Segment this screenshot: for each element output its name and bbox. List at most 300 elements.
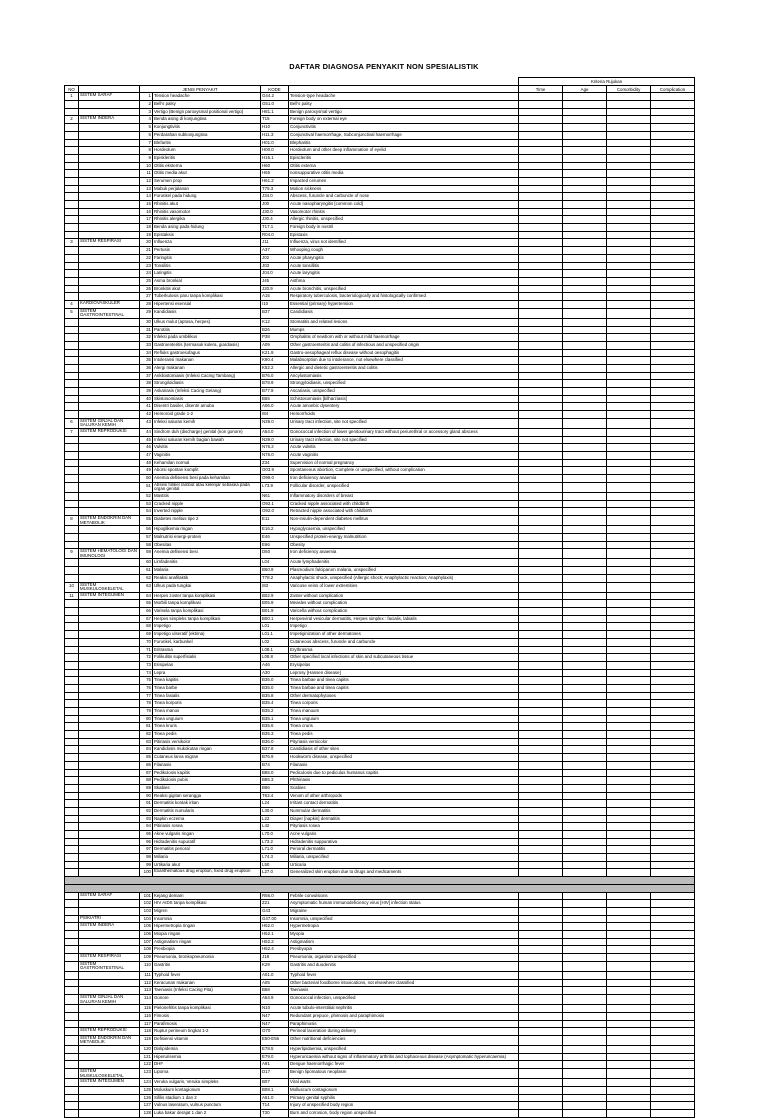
group-number-cell bbox=[65, 615, 79, 623]
group-number-cell bbox=[65, 574, 79, 582]
icd-description-cell: Strongyloidiasis, unspecified bbox=[289, 380, 519, 388]
age-cell bbox=[563, 475, 607, 483]
row-number-cell: 55 bbox=[140, 516, 153, 526]
group-number-cell bbox=[65, 838, 79, 846]
time-cell bbox=[519, 831, 563, 839]
age-cell bbox=[563, 318, 607, 326]
icd-description-cell: Iron deficiency anaemia bbox=[289, 549, 519, 559]
time-cell bbox=[519, 892, 563, 900]
time-cell bbox=[519, 1061, 563, 1069]
age-cell bbox=[563, 308, 607, 318]
table-row bbox=[65, 761, 695, 769]
time-cell bbox=[519, 467, 563, 475]
age-cell bbox=[563, 823, 607, 831]
row-number-cell: 23 bbox=[140, 262, 153, 270]
comorbidity-cell bbox=[607, 208, 651, 216]
table-row bbox=[65, 262, 695, 270]
table-row bbox=[65, 139, 695, 147]
row-number-cell: 31 bbox=[140, 326, 153, 334]
comorbidity-cell bbox=[607, 300, 651, 308]
time-cell bbox=[519, 654, 563, 662]
complication-cell bbox=[651, 201, 695, 209]
row-number-cell: 19 bbox=[140, 231, 153, 239]
table-row bbox=[65, 452, 695, 460]
table-row bbox=[65, 731, 695, 739]
group-number-cell bbox=[65, 800, 79, 808]
group-number-cell bbox=[65, 1012, 79, 1020]
system-cell bbox=[79, 623, 140, 631]
comorbidity-cell bbox=[607, 1069, 651, 1079]
group-number-cell bbox=[65, 700, 79, 708]
system-cell bbox=[79, 715, 140, 723]
table-row bbox=[65, 815, 695, 823]
icd-description-cell: Foreign body in nostril bbox=[289, 224, 519, 232]
complication-cell bbox=[651, 372, 695, 380]
comorbidity-cell bbox=[607, 254, 651, 262]
group-number-cell bbox=[65, 334, 79, 342]
complication-cell bbox=[651, 516, 695, 526]
icd-code-cell: J03 bbox=[261, 262, 289, 270]
group-number-cell bbox=[65, 938, 79, 946]
row-number-cell: 22 bbox=[140, 254, 153, 262]
comorbidity-cell bbox=[607, 723, 651, 731]
comorbidity-cell bbox=[607, 746, 651, 754]
group-number-cell bbox=[65, 247, 79, 255]
system-cell bbox=[79, 208, 140, 216]
time-cell bbox=[519, 559, 563, 567]
time-cell bbox=[519, 700, 563, 708]
icd-code-cell: G51.0 bbox=[261, 101, 289, 109]
table-row bbox=[65, 308, 695, 318]
icd-description-cell: Epistaxis bbox=[289, 231, 519, 239]
table-row bbox=[65, 654, 695, 662]
age-cell bbox=[563, 326, 607, 334]
system-cell bbox=[79, 1110, 140, 1118]
time-cell bbox=[519, 349, 563, 357]
time-cell bbox=[519, 646, 563, 654]
system-cell bbox=[79, 1087, 140, 1095]
complication-cell bbox=[651, 1035, 695, 1045]
icd-code-cell: A06.0 bbox=[261, 403, 289, 411]
row-number-cell: 126 bbox=[140, 1094, 153, 1102]
age-cell bbox=[563, 131, 607, 139]
complication-cell bbox=[651, 541, 695, 549]
time-cell bbox=[519, 1053, 563, 1061]
age-cell bbox=[563, 907, 607, 915]
disease-name-cell: Rhinitis akut bbox=[153, 201, 261, 209]
row-number-cell: 16 bbox=[140, 208, 153, 216]
disease-name-cell: Asma bronkial bbox=[153, 277, 261, 285]
disease-name-cell: Rhinitis vasomotor bbox=[153, 208, 261, 216]
icd-code-cell: B68 bbox=[261, 987, 289, 995]
system-cell: SISTEM MUSKULOSKELETAL bbox=[79, 1069, 140, 1079]
time-cell bbox=[519, 1094, 563, 1102]
time-cell bbox=[519, 615, 563, 623]
comorbidity-cell bbox=[607, 938, 651, 946]
system-cell bbox=[79, 285, 140, 293]
disease-name-cell: Diabetes melitus tipe 2 bbox=[153, 516, 261, 526]
disease-name-cell: Tension headache bbox=[153, 93, 261, 101]
icd-description-cell: Taeniasis bbox=[289, 987, 519, 995]
system-cell bbox=[79, 162, 140, 170]
time-cell bbox=[519, 147, 563, 155]
icd-code-cell: E78.5 bbox=[261, 1046, 289, 1054]
row-number-cell: 120 bbox=[140, 1046, 153, 1054]
group-number-cell bbox=[65, 661, 79, 669]
icd-description-cell: Other specified local infections of skin and subcutaneous tissue bbox=[289, 654, 519, 662]
disease-name-cell: Luka bakar derajat 1 dan 2 bbox=[153, 1110, 261, 1118]
comorbidity-cell bbox=[607, 1110, 651, 1118]
complication-cell bbox=[651, 1053, 695, 1061]
disease-name-cell: Vaginitis bbox=[153, 452, 261, 460]
table-row bbox=[65, 444, 695, 452]
complication-cell bbox=[651, 452, 695, 460]
icd-code-cell: I10 bbox=[261, 300, 289, 308]
group-number-cell bbox=[65, 600, 79, 608]
group-number-cell bbox=[65, 954, 79, 962]
table-row bbox=[65, 677, 695, 685]
table-row bbox=[65, 1094, 695, 1102]
icd-code-cell: N61 bbox=[261, 492, 289, 500]
comorbidity-cell bbox=[607, 357, 651, 365]
disease-name-cell: Influenza bbox=[153, 239, 261, 247]
comorbidity-cell bbox=[607, 1061, 651, 1069]
group-number-cell: 1 bbox=[65, 93, 79, 101]
row-number-cell: 24 bbox=[140, 270, 153, 278]
icd-description-cell: Pneumonia, organism unspecified bbox=[289, 954, 519, 962]
age-cell bbox=[563, 403, 607, 411]
system-cell bbox=[79, 1061, 140, 1069]
age-cell bbox=[563, 731, 607, 739]
disease-name-cell: Cutaneus larva migran bbox=[153, 754, 261, 762]
time-cell bbox=[519, 684, 563, 692]
group-number-cell bbox=[65, 987, 79, 995]
icd-code-cell: O92.1 bbox=[261, 500, 289, 508]
complication-cell bbox=[651, 823, 695, 831]
age-cell bbox=[563, 600, 607, 608]
row-number-cell: 9 bbox=[140, 154, 153, 162]
disease-name-cell: Pneumonia, bronkopneumonia bbox=[153, 954, 261, 962]
icd-description-cell: nonsuppurative otitis media bbox=[289, 170, 519, 178]
row-number-cell: 26 bbox=[140, 285, 153, 293]
icd-code-cell: L42 bbox=[261, 823, 289, 831]
table-row bbox=[65, 201, 695, 209]
row-number-cell: 47 bbox=[140, 452, 153, 460]
time-cell bbox=[519, 661, 563, 669]
age-cell bbox=[563, 541, 607, 549]
row-number-cell: 101 bbox=[140, 892, 153, 900]
icd-description-cell: Mumps bbox=[289, 326, 519, 334]
complication-cell bbox=[651, 792, 695, 800]
comorbidity-cell bbox=[607, 708, 651, 716]
group-number-cell bbox=[65, 1087, 79, 1095]
age-cell bbox=[563, 395, 607, 403]
table-row bbox=[65, 600, 695, 608]
table-row bbox=[65, 907, 695, 915]
separator-row bbox=[65, 877, 695, 885]
icd-description-cell: Hyperlipidaemia, unspecified bbox=[289, 1046, 519, 1054]
icd-description-cell: Hypoglycaemia, unspecified bbox=[289, 526, 519, 534]
disease-name-cell: Pitiriasis versikolor bbox=[153, 738, 261, 746]
row-number-cell: 37 bbox=[140, 372, 153, 380]
complication-cell bbox=[651, 900, 695, 908]
complication-cell bbox=[651, 907, 695, 915]
icd-description-cell: Other nutritional deficiencies bbox=[289, 1035, 519, 1045]
disease-name-cell: Presbiopia bbox=[153, 946, 261, 954]
comorbidity-cell bbox=[607, 372, 651, 380]
system-cell bbox=[79, 403, 140, 411]
age-cell bbox=[563, 444, 607, 452]
table-row bbox=[65, 334, 695, 342]
complication-cell bbox=[651, 923, 695, 931]
disease-name-cell: Malnutrisi energi-protein bbox=[153, 533, 261, 541]
age-cell bbox=[563, 467, 607, 475]
row-number-cell: 66 bbox=[140, 608, 153, 616]
row-number-cell: 17 bbox=[140, 216, 153, 224]
time-cell bbox=[519, 582, 563, 592]
system-cell bbox=[79, 254, 140, 262]
age-cell bbox=[563, 411, 607, 419]
system-cell bbox=[79, 318, 140, 326]
icd-code-cell: J45 bbox=[261, 277, 289, 285]
comorbidity-cell bbox=[607, 800, 651, 808]
icd-code-cell: B36.0 bbox=[261, 738, 289, 746]
icd-description-cell: Benign lipomatous neoplasm bbox=[289, 1069, 519, 1079]
time-cell bbox=[519, 475, 563, 483]
icd-code-cell: B01.9 bbox=[261, 608, 289, 616]
table-row bbox=[65, 108, 695, 116]
system-cell bbox=[79, 854, 140, 862]
table-row bbox=[65, 684, 695, 692]
row-number-cell: 8 bbox=[140, 147, 153, 155]
icd-code-cell: T75.3 bbox=[261, 185, 289, 193]
disease-name-cell: Konjungtivitis bbox=[153, 124, 261, 132]
row-number-cell: 11 bbox=[140, 170, 153, 178]
time-cell bbox=[519, 631, 563, 639]
table-row bbox=[65, 177, 695, 185]
comorbidity-cell bbox=[607, 395, 651, 403]
table-row bbox=[65, 277, 695, 285]
complication-cell bbox=[651, 946, 695, 954]
group-number-cell bbox=[65, 708, 79, 716]
icd-description-cell: Phthiriasis bbox=[289, 777, 519, 785]
icd-description-cell: Otitis externa bbox=[289, 162, 519, 170]
group-number-cell: 4 bbox=[65, 300, 79, 308]
table-row bbox=[65, 239, 695, 247]
disease-name-cell: Moluskum kontagiosum bbox=[153, 1087, 261, 1095]
time-cell bbox=[519, 418, 563, 428]
group-number-cell bbox=[65, 285, 79, 293]
group-number-cell bbox=[65, 372, 79, 380]
age-cell bbox=[563, 1061, 607, 1069]
row-number-cell: 78 bbox=[140, 700, 153, 708]
group-number-cell bbox=[65, 1061, 79, 1069]
comorbidity-cell bbox=[607, 270, 651, 278]
table-row bbox=[65, 923, 695, 931]
icd-code-cell: N10 bbox=[261, 1005, 289, 1013]
comorbidity-cell bbox=[607, 1005, 651, 1013]
icd-description-cell: Schistosomiasis [bilharziasis] bbox=[289, 395, 519, 403]
icd-code-cell: B05.9 bbox=[261, 600, 289, 608]
system-cell bbox=[79, 231, 140, 239]
complication-cell bbox=[651, 193, 695, 201]
comorbidity-cell bbox=[607, 549, 651, 559]
time-header: Time bbox=[519, 85, 563, 93]
disease-name-cell: Erisipelas bbox=[153, 661, 261, 669]
age-cell bbox=[563, 139, 607, 147]
age-cell bbox=[563, 930, 607, 938]
time-cell bbox=[519, 784, 563, 792]
complication-cell bbox=[651, 318, 695, 326]
group-number-cell bbox=[65, 341, 79, 349]
comorbidity-cell bbox=[607, 815, 651, 823]
table-row bbox=[65, 428, 695, 436]
time-cell bbox=[519, 224, 563, 232]
time-cell bbox=[519, 623, 563, 631]
complication-cell bbox=[651, 807, 695, 815]
system-cell bbox=[79, 533, 140, 541]
icd-description-cell: Tinea cruris bbox=[289, 723, 519, 731]
complication-cell bbox=[651, 800, 695, 808]
icd-code-cell: A46 bbox=[261, 661, 289, 669]
complication-cell bbox=[651, 815, 695, 823]
system-cell bbox=[79, 508, 140, 516]
comorbidity-cell bbox=[607, 482, 651, 492]
comorbidity-cell bbox=[607, 139, 651, 147]
table-row bbox=[65, 318, 695, 326]
row-number-cell: 2 bbox=[140, 101, 153, 109]
comorbidity-cell bbox=[607, 846, 651, 854]
age-cell bbox=[563, 869, 607, 877]
complication-cell bbox=[651, 208, 695, 216]
comorbidity-cell bbox=[607, 380, 651, 388]
row-number-cell: 91 bbox=[140, 800, 153, 808]
group-number-cell bbox=[65, 147, 79, 155]
complication-cell bbox=[651, 567, 695, 575]
row-number-cell: 118 bbox=[140, 1028, 153, 1036]
row-number-cell: 53 bbox=[140, 500, 153, 508]
icd-description-cell: Acute lymphadenitis bbox=[289, 559, 519, 567]
table-row bbox=[65, 475, 695, 483]
complication-cell bbox=[651, 784, 695, 792]
table-row bbox=[65, 216, 695, 224]
icd-description-cell: Tension-type headache bbox=[289, 93, 519, 101]
system-cell bbox=[79, 364, 140, 372]
age-cell bbox=[563, 854, 607, 862]
disease-name-cell: Vulnus laseratum, vulnus punctum bbox=[153, 1102, 261, 1110]
group-number-cell bbox=[65, 270, 79, 278]
time-cell bbox=[519, 979, 563, 987]
group-number-cell bbox=[65, 349, 79, 357]
icd-code-cell: T78.2 bbox=[261, 574, 289, 582]
complication-cell bbox=[651, 436, 695, 444]
row-number-cell: 77 bbox=[140, 692, 153, 700]
group-number-cell bbox=[65, 784, 79, 792]
icd-description-cell: Non-insulin-dependent diabetes mellitus bbox=[289, 516, 519, 526]
complication-header: Complication bbox=[651, 85, 695, 93]
time-cell bbox=[519, 500, 563, 508]
disease-name-cell: Veruka vulgaris, Veruka simpleks bbox=[153, 1079, 261, 1087]
disease-name-cell: Typhoid fever bbox=[153, 971, 261, 979]
group-number-cell bbox=[65, 224, 79, 232]
disease-name-cell: Taeniasis (Infeksi Cacing Pita) bbox=[153, 987, 261, 995]
time-cell bbox=[519, 746, 563, 754]
icd-description-cell: Follicular disorder, unspecified bbox=[289, 482, 519, 492]
time-cell bbox=[519, 567, 563, 575]
group-number-cell bbox=[65, 411, 79, 419]
system-cell: SISTEM INTEGUMEN bbox=[79, 1079, 140, 1087]
comorbidity-cell bbox=[607, 436, 651, 444]
disease-name-cell: Infeksi saluran kemih bagian bawah bbox=[153, 436, 261, 444]
comorbidity-cell bbox=[607, 907, 651, 915]
disease-name-cell: Keracunan makanan bbox=[153, 979, 261, 987]
comorbidity-cell bbox=[607, 631, 651, 639]
age-cell bbox=[563, 684, 607, 692]
complication-cell bbox=[651, 723, 695, 731]
complication-cell bbox=[651, 549, 695, 559]
system-cell bbox=[79, 341, 140, 349]
icd-code-cell: K21.9 bbox=[261, 349, 289, 357]
row-number-cell: 33 bbox=[140, 341, 153, 349]
row-number-cell: 127 bbox=[140, 1102, 153, 1110]
disease-name-cell: Tinea barbe bbox=[153, 684, 261, 692]
system-cell bbox=[79, 177, 140, 185]
icd-code-cell: B35.0 bbox=[261, 677, 289, 685]
time-cell bbox=[519, 846, 563, 854]
icd-code-cell: T30 bbox=[261, 1110, 289, 1118]
icd-code-cell: B35.8 bbox=[261, 692, 289, 700]
group-number-cell bbox=[65, 761, 79, 769]
age-cell bbox=[563, 1069, 607, 1079]
age-cell bbox=[563, 224, 607, 232]
complication-cell bbox=[651, 838, 695, 846]
table-row bbox=[65, 792, 695, 800]
table-row bbox=[65, 1012, 695, 1020]
age-cell bbox=[563, 987, 607, 995]
system-cell bbox=[79, 170, 140, 178]
icd-description-cell: Insomnia, unspecified bbox=[289, 915, 519, 923]
table-row bbox=[65, 961, 695, 971]
disease-name-cell: Morbili tanpa komplikasi bbox=[153, 600, 261, 608]
comorbidity-cell bbox=[607, 971, 651, 979]
icd-code-cell: N47 bbox=[261, 1012, 289, 1020]
group-number-cell bbox=[65, 823, 79, 831]
time-cell bbox=[519, 247, 563, 255]
complication-cell bbox=[651, 224, 695, 232]
age-cell bbox=[563, 861, 607, 869]
icd-code-cell: H01.0 bbox=[261, 139, 289, 147]
age-cell bbox=[563, 185, 607, 193]
age-cell bbox=[563, 116, 607, 124]
age-cell bbox=[563, 1094, 607, 1102]
time-cell bbox=[519, 669, 563, 677]
system-cell bbox=[79, 1053, 140, 1061]
age-cell bbox=[563, 231, 607, 239]
table-row bbox=[65, 418, 695, 428]
system-cell bbox=[79, 444, 140, 452]
age-cell bbox=[563, 124, 607, 132]
table-row bbox=[65, 162, 695, 170]
comorbidity-cell bbox=[607, 646, 651, 654]
complication-cell bbox=[651, 341, 695, 349]
group-number-cell bbox=[65, 861, 79, 869]
disease-name-cell: Varisela tanpa komplikasi bbox=[153, 608, 261, 616]
icd-code-cell: H81.1 bbox=[261, 108, 289, 116]
time-cell bbox=[519, 1012, 563, 1020]
age-cell bbox=[563, 708, 607, 716]
group-number-cell bbox=[65, 815, 79, 823]
disease-name-cell: Reaksi anafilaktik bbox=[153, 574, 261, 582]
